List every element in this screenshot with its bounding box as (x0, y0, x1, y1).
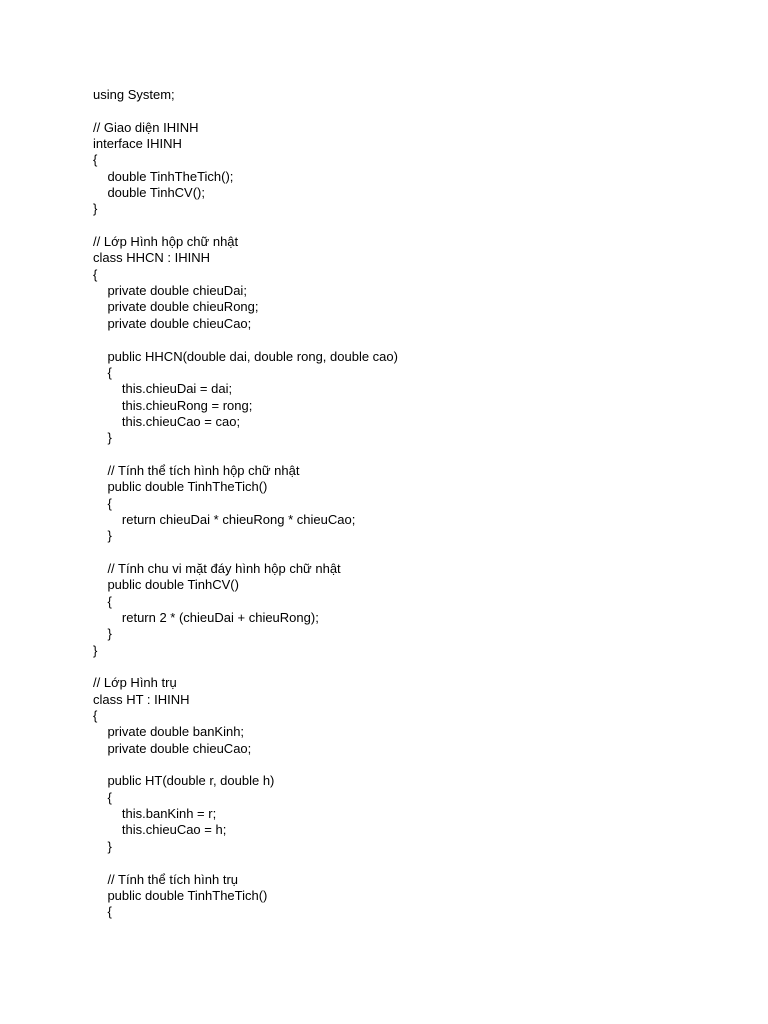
code-line: public double TinhTheTich() (93, 887, 268, 903)
code-line: } (93, 430, 112, 446)
code-line: this.chieuCao = cao; (93, 413, 241, 429)
code-line: { (93, 593, 112, 609)
code-line: } (93, 201, 98, 217)
code-line (93, 659, 398, 675)
code-block (93, 87, 398, 921)
code-line: class HHCN : IHINH (93, 250, 211, 266)
code-line (93, 545, 398, 561)
code-line (93, 855, 398, 871)
code-line: private double chieuDai; (93, 283, 247, 299)
code-line: double TinhCV(); (93, 185, 205, 201)
code-line: } (93, 838, 112, 854)
code-line: // Tính chu vi mặt đáy hình hộp chữ nhật (93, 560, 341, 576)
code-line: private double banKinh; (93, 724, 245, 740)
code-line: public double TinhTheTich() (93, 479, 268, 495)
code-line: { (93, 789, 112, 805)
code-line: // Tính thể tích hình trụ (93, 871, 239, 887)
code-line (93, 332, 398, 348)
code-line: this.chieuDai = dai; (93, 381, 233, 397)
code-line: } (93, 528, 112, 544)
code-line: } (93, 626, 112, 642)
code-line: private double chieuRong; (93, 299, 259, 315)
code-line: class HT : IHINH (93, 691, 190, 707)
code-line: } (93, 642, 98, 658)
code-line (93, 447, 398, 463)
code-line: interface IHINH (93, 136, 182, 152)
code-line: this.chieuRong = rong; (93, 397, 253, 413)
code-line: { (93, 495, 112, 511)
code-line: private double chieuCao; (93, 740, 252, 756)
code-line: this.banKinh = r; (93, 806, 217, 822)
code-line: public HHCN(double dai, double rong, double cao) (93, 348, 398, 364)
code-line (93, 757, 398, 773)
code-line (93, 103, 398, 119)
code-line: // Giao diện IHINH (93, 119, 199, 135)
code-line: double TinhTheTich(); (93, 168, 234, 184)
code-line: { (93, 266, 98, 282)
code-line: // Lớp Hình trụ (93, 675, 177, 691)
code-line: // Lớp Hình hộp chữ nhật (93, 234, 239, 250)
code-line: { (93, 152, 98, 168)
code-line: { (93, 708, 98, 724)
code-line (93, 218, 398, 234)
code-line: this.chieuCao = h; (93, 822, 227, 838)
code-line: public HT(double r, double h) (93, 773, 275, 789)
code-line: return 2 * (chieuDai + chieuRong); (93, 610, 319, 625)
code-line: private double chieuCao; (93, 315, 252, 331)
code-line: using System; (93, 87, 175, 102)
code-line: { (93, 364, 112, 380)
code-line: // Tính thể tích hình hộp chữ nhật (93, 462, 300, 478)
code-line: return chieuDai * chieuRong * chieuCao; (93, 511, 356, 527)
code-line: public double TinhCV() (93, 577, 239, 593)
code-line: { (93, 904, 112, 920)
